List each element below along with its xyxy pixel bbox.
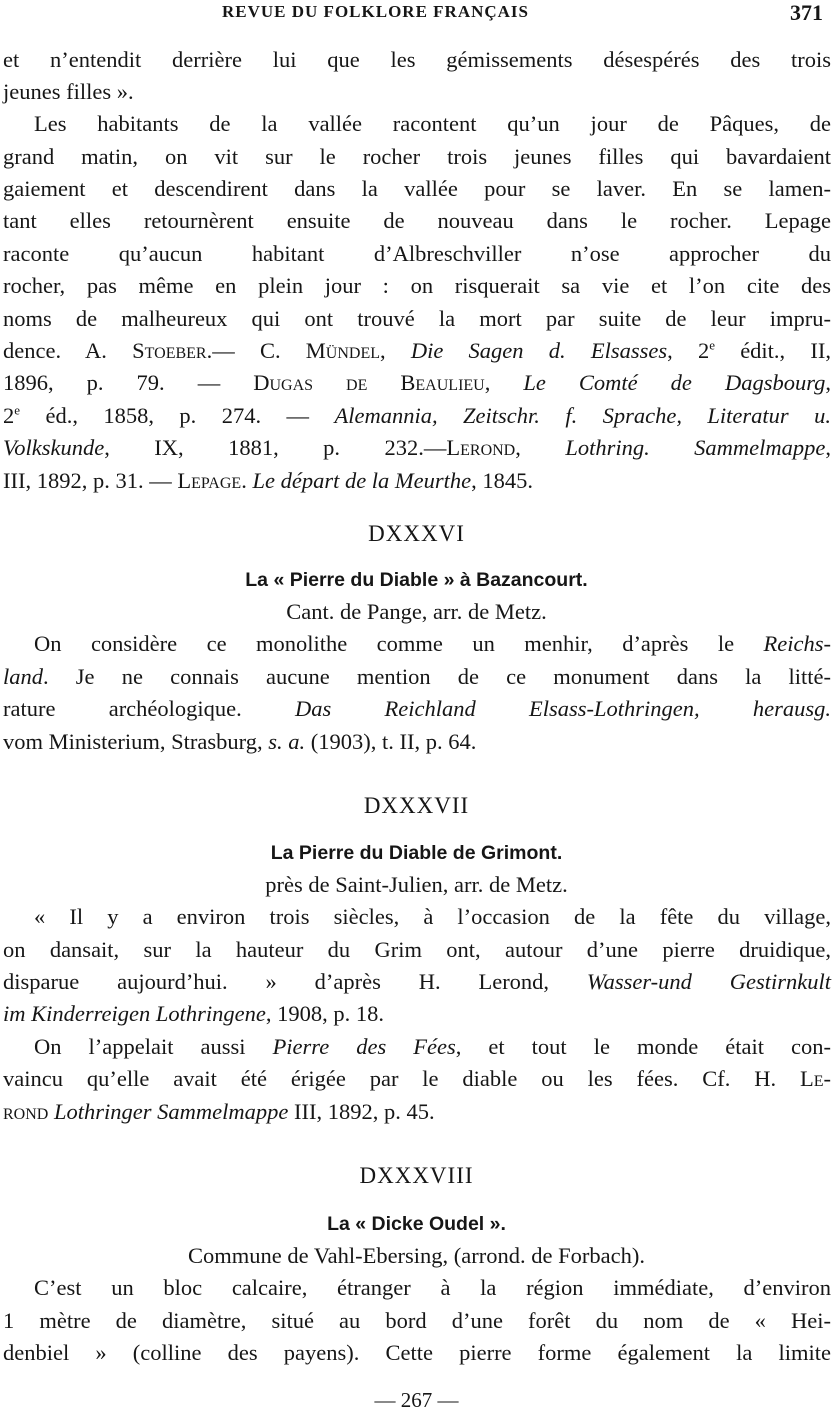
author-name: Lerond <box>446 435 516 460</box>
text-line: raconte qu’aucun habitant d’Albreschviller n’ose approcher du <box>3 241 831 266</box>
text-run: disparue aujourd’hui. » d’après H. Lerond, <box>3 969 587 994</box>
text-run: . Je ne connais aucune mention de ce monument dans la litté- <box>43 664 831 689</box>
text-run: dence. A. <box>3 338 133 363</box>
text-line <box>3 1096 831 1128</box>
book-title: Pierre des Fées <box>272 1034 456 1059</box>
book-title: Die Sagen d. Elsasses <box>410 338 668 363</box>
text-line <box>3 693 831 725</box>
abbreviation: s. a. <box>268 729 306 754</box>
text-run: On considère ce monolithe comme un menhir, d’après le <box>34 631 764 656</box>
text-line: « Il y a environ trois siècles, à l’occasion de la fête du village, <box>34 904 831 929</box>
text-line <box>34 1031 831 1063</box>
book-title: Reichs- <box>763 631 831 656</box>
section-number: DXXXVI <box>368 521 465 546</box>
text-run: édit., II, <box>714 338 832 363</box>
text-run: .— C. <box>206 338 306 363</box>
text-run: , <box>825 370 831 395</box>
text-run: vaincu qu’elle avait été érigée par le diable ou les fées. Cf. H. <box>3 1066 800 1091</box>
text-run: III, 1892, p. 31. — <box>3 468 178 493</box>
text-line: grand matin, on vit sur le rocher trois jeunes filles qui bavardaient <box>3 144 831 169</box>
text-line <box>3 966 831 998</box>
book-title: Lothringer Sammelmappe <box>53 1099 289 1124</box>
section-title: La « Dicke Oudel ». <box>327 1213 506 1235</box>
book-title: land <box>3 664 44 689</box>
text-run: 2 <box>3 403 15 428</box>
text-run: , 1845. <box>471 468 534 493</box>
text-line: noms de malheureux qui ont trouvé la mort par suite de leur impru- <box>3 306 831 331</box>
section-place: Cant. de Pange, arr. de Metz. <box>286 599 547 624</box>
section-place: près de Saint-Julien, arr. de Metz. <box>265 872 568 897</box>
text-run: , <box>380 338 411 363</box>
text-run: , 2 <box>667 338 710 363</box>
text-line <box>3 400 831 432</box>
text-line: et n’entendit derrière lui que les gémissements désespérés des trois <box>3 47 831 72</box>
running-header <box>0 0 833 26</box>
text-run: III, 1892, p. 45. <box>288 1099 435 1124</box>
text-line: jeunes filles ». <box>3 79 134 104</box>
author-name: Lepage <box>177 468 242 493</box>
book-title: Volkskunde <box>3 435 105 460</box>
text-line: 1 mètre de diamètre, situé au bord d’une forêt du nom de « Hei- <box>3 1308 831 1333</box>
section-place: Commune de Vahl-Ebersing, (arrond. de Forbach). <box>188 1243 645 1268</box>
text-run: . <box>241 468 253 493</box>
text-line <box>3 998 831 1030</box>
folio-number: 371 <box>790 0 823 25</box>
author-name: rond <box>3 1099 49 1124</box>
running-title: REVUE DU FOLKLORE FRANÇAIS <box>222 2 529 21</box>
text-run: , <box>515 435 566 460</box>
text-line: denbiel » (colline des payens). Cette pierre forme également la limite <box>3 1340 831 1365</box>
author-name: Le- <box>799 1066 831 1091</box>
text-run: , IX, 1881, p. 232.— <box>104 435 447 460</box>
section-number: DXXXVII <box>363 793 470 818</box>
text-line <box>3 335 831 367</box>
book-title: Wasser-und Gestirnkult <box>586 969 831 994</box>
text-run: , 1908, p. 18. <box>265 1001 385 1026</box>
author-name: Stoeber <box>132 338 207 363</box>
text-line <box>3 1063 831 1095</box>
text-line <box>34 628 831 660</box>
text-run: rature archéologique. <box>3 696 296 721</box>
text-line <box>3 726 831 758</box>
book-title: im Kinderreigen Lothringene <box>3 1001 266 1026</box>
text-line: rocher, pas même en plein jour : on risquerait sa vie et l’on cite des <box>3 273 831 298</box>
page-number: — 267 — <box>374 1388 459 1412</box>
text-line <box>3 432 831 464</box>
text-run: éd., 1858, p. 274. — <box>20 403 335 428</box>
superscript: e <box>709 337 715 353</box>
text-run: On l’appelait aussi <box>34 1034 273 1059</box>
book-title: Das Reichland Elsass-Lothringen, herausg. <box>295 696 831 721</box>
text-run: vom Ministerium, Strasburg, <box>3 729 269 754</box>
book-title: Le Comté de Dagsbourg <box>523 370 826 395</box>
text-run: , <box>825 435 832 460</box>
text-line <box>3 661 831 693</box>
book-title: Alemannia, Zeitschr. f. Sprache, Literatur u. <box>334 403 831 428</box>
text-run: (1903), t. II, p. 64. <box>305 729 477 754</box>
superscript: e <box>14 402 21 418</box>
text-line <box>3 367 831 399</box>
text-line: gaiement et descendirent dans la vallée pour se laver. En se lamen- <box>3 176 831 201</box>
text-run: , et tout le monde était con- <box>455 1034 831 1059</box>
text-line: Les habitants de la vallée racontent qu’un jour de Pâques, de <box>34 111 831 136</box>
text-line <box>3 465 831 497</box>
text-line: on dansait, sur la hauteur du Grim ont, autour d’une pierre druidique, <box>3 937 831 962</box>
text-run: 1896, p. 79. — <box>3 370 254 395</box>
book-title: Lothring. Sammelmappe <box>565 435 826 460</box>
author-name: Mündel <box>305 338 381 363</box>
section-title: La « Pierre du Diable » à Bazancourt. <box>245 569 588 591</box>
section-title: La Pierre du Diable de Grimont. <box>270 842 563 864</box>
text-line: tant elles retournèrent ensuite de nouveau dans le rocher. Lepage <box>3 208 831 233</box>
text-run: , <box>484 370 524 395</box>
author-name: Dugas de Beaulieu <box>253 370 485 395</box>
book-title: Le départ de la Meurthe <box>252 468 472 493</box>
section-number: DXXXVIII <box>359 1163 474 1188</box>
text-line: C’est un bloc calcaire, étranger à la région immédiate, d’environ <box>34 1275 831 1300</box>
